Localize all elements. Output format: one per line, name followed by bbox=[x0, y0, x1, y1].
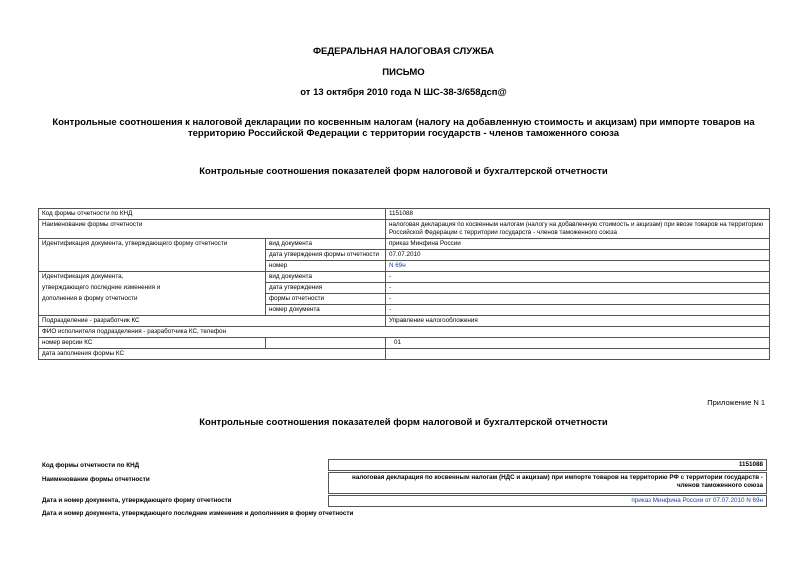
agency-name: ФЕДЕРАЛЬНАЯ НАЛОГОВАЯ СЛУЖБА bbox=[312, 46, 495, 57]
cell-value: - bbox=[386, 305, 770, 316]
label-line: Идентификация документа, bbox=[42, 273, 124, 280]
cell-label: Код формы отчетности по КНД bbox=[39, 209, 386, 220]
cell-value: - bbox=[386, 272, 770, 283]
row-label: Код формы отчетности по КНД bbox=[42, 462, 140, 469]
cell-sublabel: номер bbox=[266, 261, 386, 272]
cell-label: дата заполнения формы КС bbox=[39, 349, 386, 360]
row-label: Наименование формы отчетности bbox=[42, 476, 150, 483]
label-line: дополнения в форму отчетности bbox=[42, 295, 138, 302]
cell-value: - bbox=[386, 294, 770, 305]
cell-value: 1151088 bbox=[386, 209, 770, 220]
appendix-title: Контрольные соотношения показателей форм налоговой и бухгалтерской отчетности bbox=[199, 417, 608, 428]
table-row bbox=[38, 495, 769, 507]
table-row bbox=[39, 220, 770, 239]
row-label: Дата и номер документа, утверждающего последние изменения и дополнения в форму отчетности bbox=[42, 510, 354, 517]
cell-value: - bbox=[386, 283, 770, 294]
cell-label: Идентификация документа, утверждающего форму отчетности bbox=[39, 239, 266, 272]
cell-label: Наименование формы отчетности bbox=[39, 220, 386, 239]
cell-sublabel: вид документа bbox=[266, 239, 386, 250]
section-title: Контрольные соотношения показателей форм налоговой и бухгалтерской отчетности bbox=[199, 166, 608, 177]
cell-sublabel: формы отчетности bbox=[266, 294, 386, 305]
table-row bbox=[38, 459, 769, 471]
table-row bbox=[38, 472, 769, 494]
table-row bbox=[39, 327, 770, 338]
table-row bbox=[39, 272, 770, 283]
table-row bbox=[39, 316, 770, 327]
cell-value: Управление налогообложения bbox=[386, 316, 770, 327]
cell-value bbox=[386, 349, 770, 360]
cell-label: номер версии КС bbox=[39, 338, 266, 349]
form-info-table bbox=[38, 208, 770, 360]
cell-empty bbox=[266, 338, 386, 349]
table-row bbox=[38, 510, 769, 520]
document-type: ПИСЬМО bbox=[382, 67, 425, 78]
cell-value: 01 bbox=[386, 338, 770, 349]
row-label: Дата и номер документа, утверждающего форму отчетности bbox=[42, 497, 232, 504]
table-row bbox=[39, 338, 770, 349]
cell-label: ФИО исполнителя подразделения - разработчика КС, телефон bbox=[39, 327, 770, 338]
cell-value-link[interactable]: N 69н bbox=[386, 261, 770, 272]
cell-sublabel: дата утверждения bbox=[266, 283, 386, 294]
cell-sublabel: вид документа bbox=[266, 272, 386, 283]
cell-value: приказ Минфина России bbox=[386, 239, 770, 250]
row-value: 1151088 bbox=[328, 459, 767, 471]
cell-value: 07.07.2010 bbox=[386, 250, 770, 261]
cell-sublabel: номер документа bbox=[266, 305, 386, 316]
row-value: налоговая декларация по косвенным налогам (НДС и акцизам) при импорте товаров на территорию РФ с территории государств - членов таможенного союза bbox=[328, 472, 767, 494]
document-subject: Контрольные соотношения к налоговой декларации по косвенным налогам (налогу на добавленную стоимость и акцизам) при импорте товаров на территорию Российской Федерации с территории государств - членов таможенного союза bbox=[52, 117, 755, 139]
table-row bbox=[39, 209, 770, 220]
row-value bbox=[328, 495, 767, 507]
cell-label bbox=[39, 272, 266, 316]
table-row bbox=[39, 239, 770, 250]
document-date-number: от 13 октября 2010 года N ШС-38-3/658дсп@ bbox=[300, 87, 507, 98]
label-line: утверждающего последние изменения и bbox=[42, 284, 161, 291]
cell-label: Подразделение - разработчик КС bbox=[39, 316, 386, 327]
table-row bbox=[39, 349, 770, 360]
cell-sublabel: дата утверждения формы отчетности bbox=[266, 250, 386, 261]
cell-value: налоговая декларация по косвенным налогам (налогу на добавленную стоимость и акцизам) при ввозе товаров на территорию Российской Федерации с территории государств - членов таможенного союза bbox=[386, 220, 770, 239]
appendix-label: Приложение N 1 bbox=[707, 398, 765, 407]
document-link[interactable]: приказ Минфина России от 07.07.2010 N 69н bbox=[631, 497, 763, 504]
